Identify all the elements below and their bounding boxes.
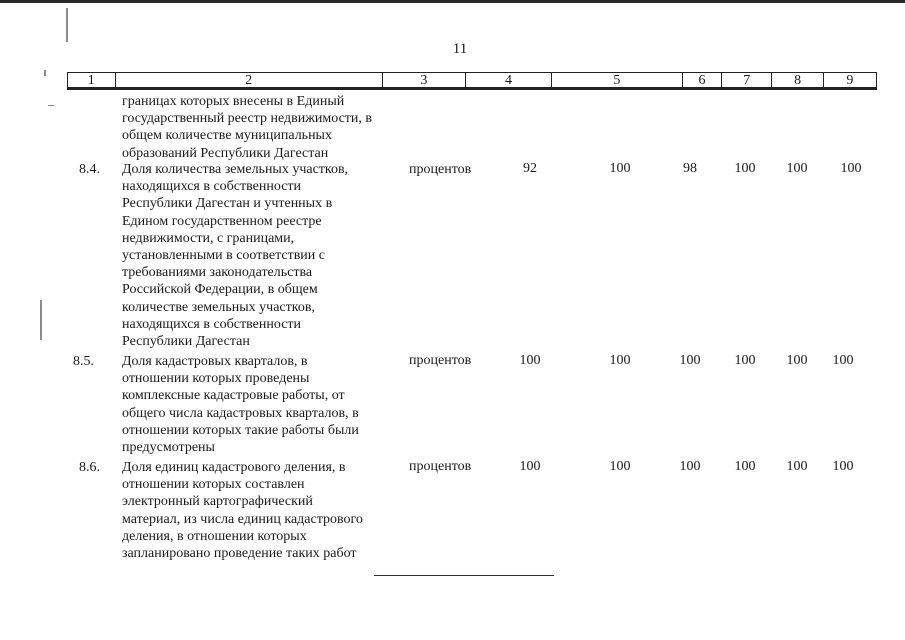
header-cell-6: 6 (683, 73, 722, 87)
header-cell-1: 1 (68, 73, 116, 87)
row-number: 8.4. (79, 162, 100, 177)
value-col-5: 100 (609, 161, 631, 176)
row-description: Доля кадастровых кварталов, в отношении которых проведены комплексные кадастровые работы, от общего числа кадастровых кварталов, в отношении которых такие работы были предусмотрены (122, 354, 359, 456)
table-header-row (67, 72, 877, 88)
value-col-7: 100 (734, 161, 756, 176)
value-col-4: 92 (523, 161, 537, 176)
continuation-text: границах которых внесены в Единый государственный реестр недвижимости, в общем количестве муниципальных образований Республики Дагестан (122, 94, 373, 161)
scan-speck (40, 300, 42, 340)
row-unit: процентов (409, 459, 472, 474)
scan-speck (44, 70, 46, 76)
row-number: 8.5. (73, 354, 94, 369)
value-col-7: 100 (734, 459, 756, 474)
header-bottom-rule (67, 88, 877, 90)
value-col-8: 100 (786, 459, 808, 474)
footer-rule (374, 575, 554, 576)
value-col-8: 100 (786, 353, 808, 368)
header-cell-7: 7 (722, 73, 772, 87)
header-cell-4: 4 (466, 73, 552, 87)
row-unit: процентов (409, 353, 472, 368)
value-col-7: 100 (734, 353, 756, 368)
row-number: 8.6. (79, 460, 100, 475)
value-col-5: 100 (609, 459, 631, 474)
value-col-9: 100 (832, 353, 854, 368)
row-description: Доля количества земельных участков, находящихся в собственности Республики Дагестан и учтенных в Едином государственном реестре недвижимости, с границами, установленными в соответствии с требованиями законодательства Российской Федерации, в общем количестве земельных участков, находящихся в собственности Республики Дагестан (122, 162, 349, 350)
value-col-8: 100 (786, 161, 808, 176)
header-cell-2: 2 (116, 73, 383, 87)
value-col-9: 100 (832, 459, 854, 474)
value-col-4: 100 (519, 353, 541, 368)
header-cell-9: 9 (846, 73, 854, 88)
header-cell-3: 3 (383, 73, 467, 87)
scan-speck (66, 8, 68, 42)
header-cell-8: 8 (772, 73, 823, 87)
row-description: Доля единиц кадастрового деления, в отношении которых составлен электронный картографический материал, из числа единиц кадастрового деления, в отношении которых запланировано проведение таких работ (122, 460, 363, 562)
row-unit: процентов (409, 162, 472, 177)
scan-speck (48, 105, 54, 106)
value-col-6: 100 (679, 459, 701, 474)
value-col-5: 100 (609, 353, 631, 368)
value-col-6: 100 (679, 353, 701, 368)
value-col-4: 100 (519, 459, 541, 474)
header-cell-5: 5 (552, 73, 683, 87)
page-number: 11 (452, 41, 468, 57)
scan-top-edge (0, 0, 905, 3)
value-col-9: 100 (840, 161, 862, 176)
value-col-6: 98 (683, 161, 697, 176)
